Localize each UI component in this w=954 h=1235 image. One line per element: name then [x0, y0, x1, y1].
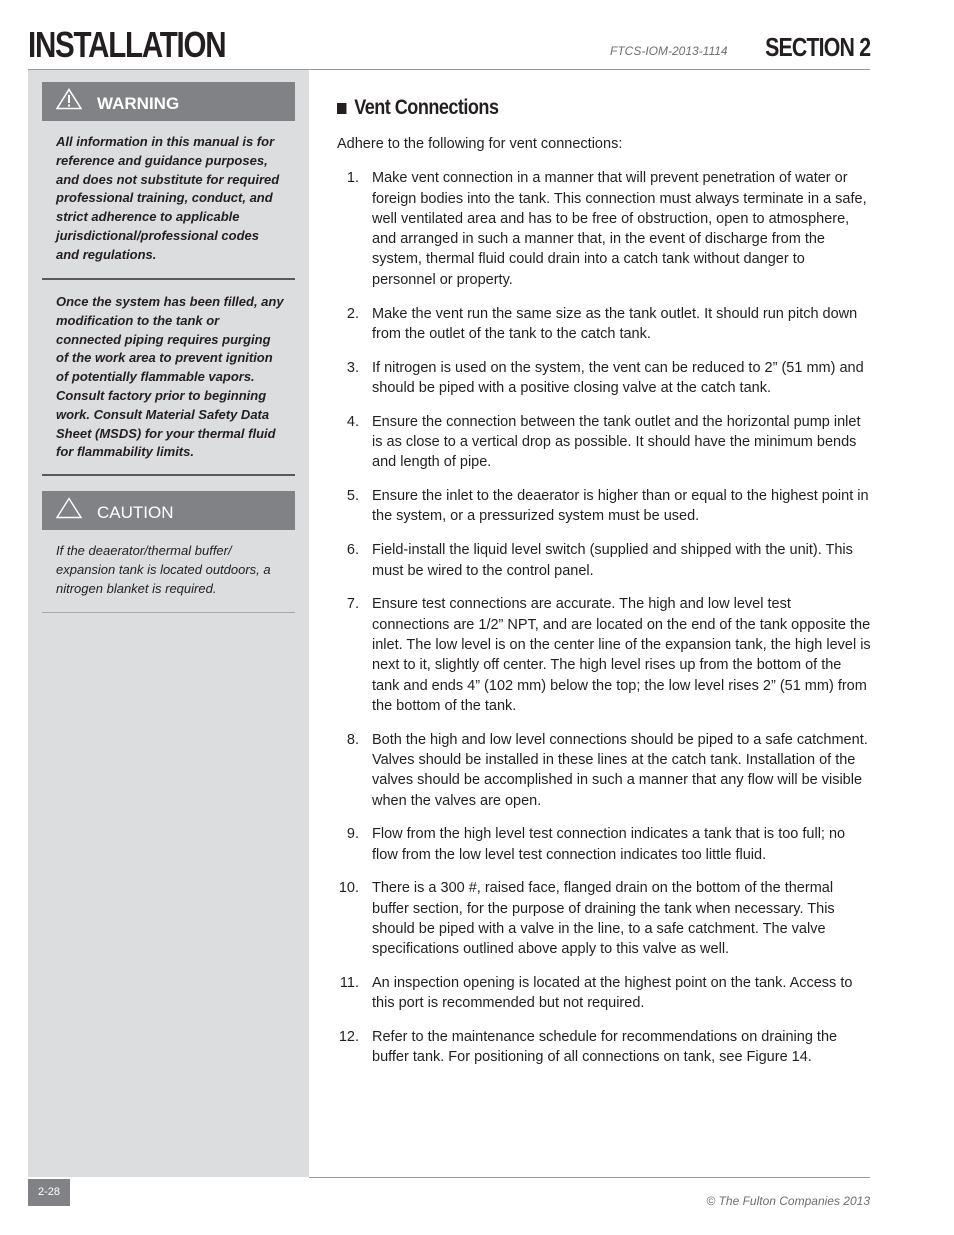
list-item-text: An inspection opening is located at the highest point on the tank. Access to this port is recommended but not required.	[372, 975, 853, 1012]
caution-text: If the deaerator/thermal buffer/ expansion tank is located outdoors, a nitrogen blanket is required.	[56, 543, 271, 596]
caution-header	[42, 491, 295, 530]
list-item	[337, 730, 871, 811]
list-item	[337, 594, 871, 716]
document-id: FTCS-IOM-2013-1114	[610, 44, 728, 58]
list-item-number: 8.	[346, 731, 359, 748]
footer-divider	[309, 1177, 870, 1178]
warning-header	[42, 82, 295, 121]
list-item	[337, 878, 871, 959]
warning-label: WARNING	[97, 94, 180, 113]
list-item-number: 11.	[339, 975, 359, 992]
page-header	[28, 22, 870, 70]
list-item-number: 4.	[346, 413, 359, 430]
square-bullet-icon	[337, 103, 346, 114]
warning-triangle-icon	[56, 88, 82, 115]
list-item-text: Ensure test connections are accurate. The high and low level test connections are 1/2” NPT, and are located on the end of the tank opposite the inlet. The low level is on the center line of the expansion tank, the high level is next to it, slightly off center. The high level rises up from the bottom of the tank and ends 4” (102 mm) below the top; the low level rises 2” (51 mm) from the bottom of the tank.	[372, 596, 871, 714]
warning-text-reference: All information in this manual is for reference and guidance purposes, and does not substitute for required professional training, conduct, and strict adherence to applicable jurisdictional/professional codes and regulations.	[56, 134, 280, 262]
divider	[42, 612, 295, 613]
list-item-number: 7.	[346, 596, 359, 613]
list-item	[337, 304, 871, 345]
list-item	[337, 412, 871, 473]
main-content	[337, 94, 871, 1081]
vent-steps-list	[337, 168, 871, 1067]
list-item-number: 10.	[338, 880, 359, 897]
list-item-number: 3.	[346, 359, 359, 376]
list-item-number: 6.	[346, 542, 359, 559]
list-item-text: Field-install the liquid level switch (supplied and shipped with the unit). This must be wired to the control panel.	[372, 542, 853, 579]
section-heading-text: Vent Connections	[354, 96, 499, 119]
list-item-number: 5.	[346, 488, 359, 505]
divider	[42, 474, 295, 476]
list-item-text: Ensure the connection between the tank outlet and the horizontal pump inlet is as close to a vertical drop as possible. It should have the minimum bends and length of pipe.	[372, 413, 861, 471]
list-item	[337, 1027, 871, 1068]
caution-triangle-icon	[56, 497, 82, 524]
list-item-text: If nitrogen is used on the system, the vent can be reduced to 2” (51 mm) and should be piped with a positive closing valve at the catch tank.	[372, 359, 864, 396]
page-number: 2-28	[28, 1179, 70, 1206]
list-item-number: 12.	[338, 1029, 359, 1046]
section-heading	[337, 94, 796, 122]
intro-text: Adhere to the following for vent connections:	[337, 136, 623, 152]
list-item-text: Flow from the high level test connection indicates a tank that is too full; no flow from the low level test connection indicates too little fluid.	[372, 826, 846, 863]
list-item-text: Make the vent run the same size as the tank outlet. It should run pitch down from the outlet of the tank to the catch tank.	[372, 305, 858, 342]
caution-notice	[42, 491, 295, 598]
list-item-text: There is a 300 #, raised face, flanged drain on the bottom of the thermal buffer section, for the purpose of draining the tank when necessary. This should be piped with a valve in the line, to a safe catchment. The valve specifications outlined above apply to this valve as well.	[372, 880, 835, 958]
list-item	[337, 540, 871, 581]
caution-label: CAUTION	[97, 503, 174, 522]
page-title: INSTALLATION	[28, 24, 226, 65]
list-item-text: Ensure the inlet to the deaerator is higher than or equal to the highest point in the system, or a pressurized system must be used.	[372, 488, 869, 525]
list-item-text: Refer to the maintenance schedule for recommendations on draining the buffer tank. For positioning of all connections on tank, see Figure 14.	[372, 1029, 838, 1066]
list-item-text: Make vent connection in a manner that will prevent penetration of water or foreign bodies into the tank. This connection must always terminate in a safe, well ventilated area and has to be free of obstruction, open to atmosphere, and arranged in such a manner that, in the event of discharge from the system, thermal fluid could drain into a catch tank without danger to personnel or property.	[372, 170, 867, 288]
list-item	[337, 358, 871, 399]
divider	[42, 278, 295, 280]
list-item-number: 9.	[346, 826, 359, 843]
warning-text-purge: Once the system has been filled, any modification to the tank or connected piping requires purging of the work area to prevent ignition of potentially flammable vapors. Consult factory prior to beginning work. Consult Material Safety Data Sheet (MSDS) for your thermal fluid for flammability limits.	[56, 294, 284, 460]
warning-notice-purge	[42, 281, 295, 462]
copyright: © The Fulton Companies 2013	[706, 1194, 870, 1208]
list-item-number: 1.	[346, 170, 359, 187]
list-item-number: 2.	[346, 305, 359, 322]
list-item	[337, 824, 871, 865]
list-item	[337, 486, 871, 527]
sidebar	[28, 70, 309, 1177]
list-item-text: Both the high and low level connections should be piped to a safe catchment. Valves should be installed in these lines at the catch tank. Installation of the valves should be accomplished in such a manner that any flow will be visible when the valves are open.	[372, 731, 868, 809]
list-item	[337, 168, 871, 290]
section-label: SECTION 2	[764, 32, 870, 62]
list-item	[337, 973, 871, 1014]
warning-notice	[42, 82, 295, 265]
